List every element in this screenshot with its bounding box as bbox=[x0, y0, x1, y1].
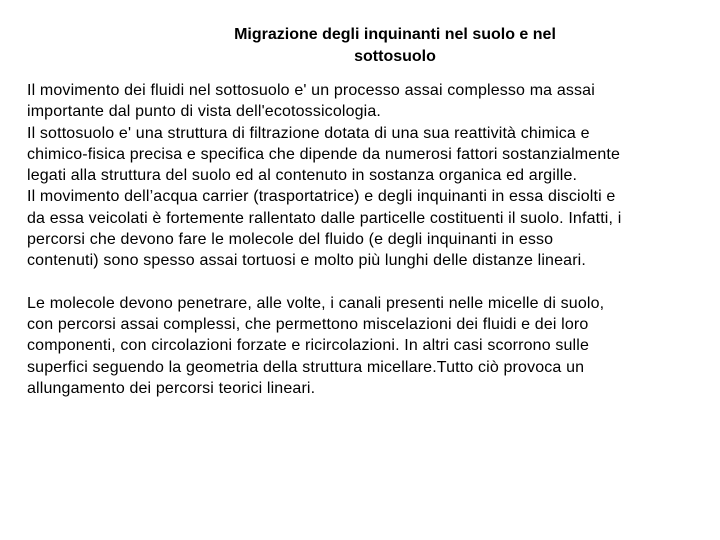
paragraph-spacer bbox=[27, 272, 699, 293]
paragraph-1 bbox=[27, 80, 699, 272]
paragraph-1-line: legati alla struttura del suolo ed al contenuto in sostanza organica ed argille. bbox=[27, 167, 578, 185]
paragraph-2-line: componenti, con circolazioni forzate e ricircolazioni. In altri casi scorrono sulle bbox=[27, 337, 590, 355]
paragraph-2-line: con percorsi assai complessi, che permettono miscelazioni dei fluidi e dei loro bbox=[27, 315, 589, 333]
slide-title-line-2: sottosuolo bbox=[354, 48, 436, 65]
paragraph-1-line: da essa veicolati è fortemente rallentato dalle particelle costituenti il suolo. Infatti, i bbox=[27, 209, 622, 227]
slide-title-line-1: Migrazione degli inquinanti nel suolo e nel bbox=[234, 26, 556, 43]
paragraph-2-line: Le molecole devono penetrare, alle volte, i canali presenti nelle micelle di suolo, bbox=[27, 294, 605, 312]
paragraph-2 bbox=[27, 293, 699, 399]
paragraph-1-line: Il sottosuolo e' una struttura di filtrazione dotata di una sua reattività chimica e bbox=[27, 124, 590, 142]
paragraph-1-line: importante dal punto di vista dell'ecotossicologia. bbox=[27, 103, 382, 121]
paragraph-1-line: Il movimento dell’acqua carrier (trasportatrice) e degli inquinanti in essa disciolti e bbox=[27, 188, 616, 206]
paragraph-2-line: superfici seguendo la geometria della struttura micellare.Tutto ciò provoca un bbox=[27, 358, 585, 376]
paragraph-2-line: allungamento dei percorsi teorici lineari. bbox=[27, 379, 316, 397]
slide-body bbox=[27, 80, 699, 399]
slide-title bbox=[205, 24, 585, 68]
paragraph-1-line: percorsi che devono fare le molecole del fluido (e degli inquinanti in esso bbox=[27, 231, 554, 249]
paragraph-1-line: contenuti) sono spesso assai tortuosi e molto più lunghi delle distanze lineari. bbox=[27, 252, 586, 270]
paragraph-1-line: Il movimento dei fluidi nel sottosuolo e' un processo assai complesso ma assai bbox=[27, 82, 595, 99]
paragraph-1-line: chimico-fisica precisa e specifica che dipende da numerosi fattori sostanzialmente bbox=[27, 145, 621, 163]
